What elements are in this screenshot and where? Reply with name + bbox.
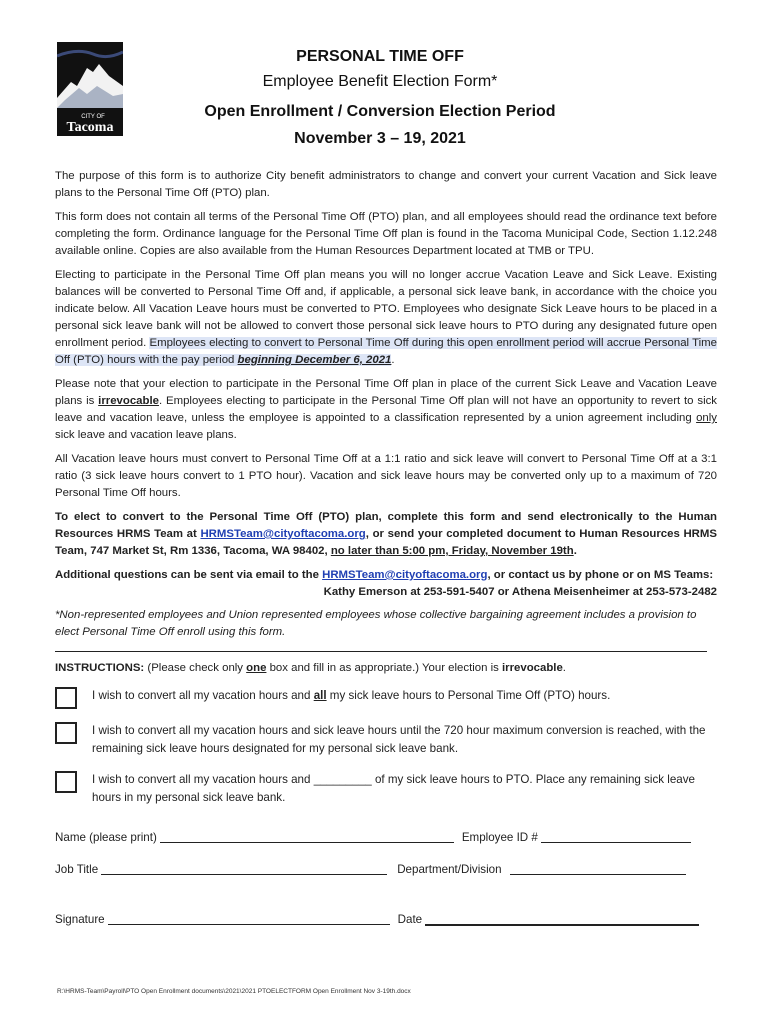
job-row <box>55 861 717 879</box>
conversion-ratio-paragraph: All Vacation leave hours must convert to Personal Time Off at a 1:1 ratio and sick leave will convert to Personal Time Off at a 3:1 ratio (3 sick leave hours convert to 1 PTO hour). Vacation and sick leave hours may be converted only up to a maximum of 720 Personal Time Off hours. <box>55 453 717 499</box>
form-title: PERSONAL TIME OFF <box>296 48 464 65</box>
signature-label: Signature <box>55 913 105 926</box>
irrevocable-emphasis: irrevocable <box>98 395 159 407</box>
logo-name: Tacoma <box>66 120 114 135</box>
option-2-checkbox[interactable] <box>55 722 77 744</box>
enrollment-period: Open Enrollment / Conversion Election Period <box>204 103 556 120</box>
participation-paragraph: Electing to participate in the Personal Time Off plan means you will no longer accrue Vacation Leave and Sick Leave. Existing balances will be converted to Personal Time Off and, if applicable, a personal sick leave bank, in accordance with the choice you indicate below. All Vacation Leave hours must be converted to PTO. Employees who designate Sick Leave hours to be placed in a personal sick leave bank will not be allowed to convert those personal sick leave hours to PTO during any designated future open enrollment period. Employees electing to convert to Personal Time Off during this open enrollment period will accrue Personal Time Off (PTO) hours with the pay period beginning December 6, 2021. <box>55 269 717 366</box>
department-label: Department/Division <box>397 863 502 876</box>
logo-city-of: CITY OF <box>81 114 105 120</box>
option-3-checkbox[interactable] <box>55 771 77 793</box>
option-1-checkbox[interactable] <box>55 687 77 709</box>
date-label: Date <box>397 913 423 926</box>
participation-text: Electing to participate in the Personal Time Off plan means you will no longer accrue Vacation Leave and Sick Leave. Existing balances will be converted to Personal Time Off and, if applicable, a personal sick leave bank, in accordance with the choice you indicate below. All Vacation Leave hours must be converted to PTO. Employees who designate Sick Leave hours to be placed in a personal sick leave bank will not be allowed to convert those personal sick leave hours to PTO during any designated future open enrollment period. <box>55 269 717 349</box>
document-path: R:\HRMS-Team\Payroll\PTO Open Enrollment documents\2021\2021 PTOELECTFORM Open Enrollment Nov 3-19th.docx <box>57 988 411 995</box>
department-field[interactable] <box>510 861 686 875</box>
footnote: *Non-represented employees and Union represented employees whose collective bargaining agreement includes a provision to elect Personal Time Off enroll using this form. <box>55 609 697 638</box>
highlighted-text: Employees electing to convert to Personal Time Off during this open enrollment period will accrue Personal Time Off (PTO) hours with the pay period beginning December 6, 2021 <box>55 337 717 366</box>
option-2-label: I wish to convert all my vacation hours and sick leave hours until the 720 hour maximum conversion is reached, with the remaining sick leave hours designated for my personal sick leave bank. <box>92 724 706 755</box>
date-field[interactable] <box>425 911 699 926</box>
name-field[interactable] <box>160 829 454 843</box>
option-convert-to-max <box>55 722 717 758</box>
contact-names: Kathy Emerson at 253-591-5407 or Athena Meisenheimer at 253-573-2482 <box>323 586 717 598</box>
signature-field[interactable] <box>108 911 390 925</box>
form-subtitle: Employee Benefit Election Form* <box>262 73 498 90</box>
effective-date: beginning December 6, 2021 <box>237 354 392 366</box>
option-convert-all <box>55 687 717 709</box>
employee-id-label: Employee ID # <box>461 831 538 844</box>
hrms-email-link[interactable]: HRMSTeam@cityoftacoma.org <box>200 528 366 540</box>
form-body <box>55 168 717 929</box>
name-row <box>55 829 717 847</box>
only-emphasis: only <box>696 412 717 424</box>
job-title-field[interactable] <box>101 861 387 875</box>
hrms-email-link-2[interactable]: HRMSTeam@cityoftacoma.org <box>322 569 488 581</box>
job-title-label: Job Title <box>55 863 99 876</box>
instructions: INSTRUCTIONS: (Please check only one box and fill in as appropriate.) Your election is irrevocable. <box>55 662 566 674</box>
form-header <box>130 46 630 152</box>
questions-paragraph: Additional questions can be sent via email to the HRMSTeam@cityoftacoma.org, or contact us by phone or on MS Teams: Kathy Emerson at 253-591-5407 or Athena Meisenheimer at 253-573-2482 <box>55 567 717 601</box>
option-3-label: I wish to convert all my vacation hours and _________ of my sick leave hours to PTO. Place any remaining sick leave hours in my personal sick leave bank. <box>92 773 695 804</box>
submission-paragraph: To elect to convert to the Personal Time Off (PTO) plan, complete this form and send electronically to the Human Resources HRMS Team at HRMSTeam@cityoftacoma.org, or send your completed document to Human Resources HRMS Team, 747 Market St, Rm 1336, Tacoma, WA 98402, no later than 5:00 pm, Friday, November 19th. <box>55 511 717 557</box>
divider <box>55 651 707 652</box>
option-convert-partial <box>55 771 717 807</box>
signature-row <box>55 911 717 929</box>
purpose-paragraph: The purpose of this form is to authorize City benefit administrators to change and convert your current Vacation and Sick leave plans to the Personal Time Off (PTO) plan. <box>55 170 717 199</box>
city-of-tacoma-logo <box>57 42 123 136</box>
irrevocable-paragraph: Please note that your election to participate in the Personal Time Off plan in place of the current Sick Leave and Vacation Leave plans is irrevocable. Employees electing to participate in the Personal Time Off plan will not have an opportunity to revert to sick leave and vacation leave, unless the employee is appointed to a classification represented by a union agreement including only sick leave and vacation leave plans. <box>55 378 717 441</box>
deadline: no later than 5:00 pm, Friday, November 19th <box>330 545 574 557</box>
enrollment-dates: November 3 – 19, 2021 <box>294 130 466 147</box>
name-label: Name (please print) <box>55 831 157 844</box>
option-1-label: I wish to convert all my vacation hours and all my sick leave hours to Personal Time Off (PTO) hours. <box>92 689 611 702</box>
employee-id-field[interactable] <box>541 829 691 843</box>
sick-hours-blank[interactable]: _________ <box>313 773 372 786</box>
ordinance-paragraph: This form does not contain all terms of the Personal Time Off (PTO) plan, and all employees should read the ordinance text before completing the form. Ordinance language for the Personal Time Off plan is found in the Tacoma Municipal Code, Section 1.12.248 available online. Copies are also available from the Human Resources Department located at TMB or TPU. <box>55 211 717 257</box>
